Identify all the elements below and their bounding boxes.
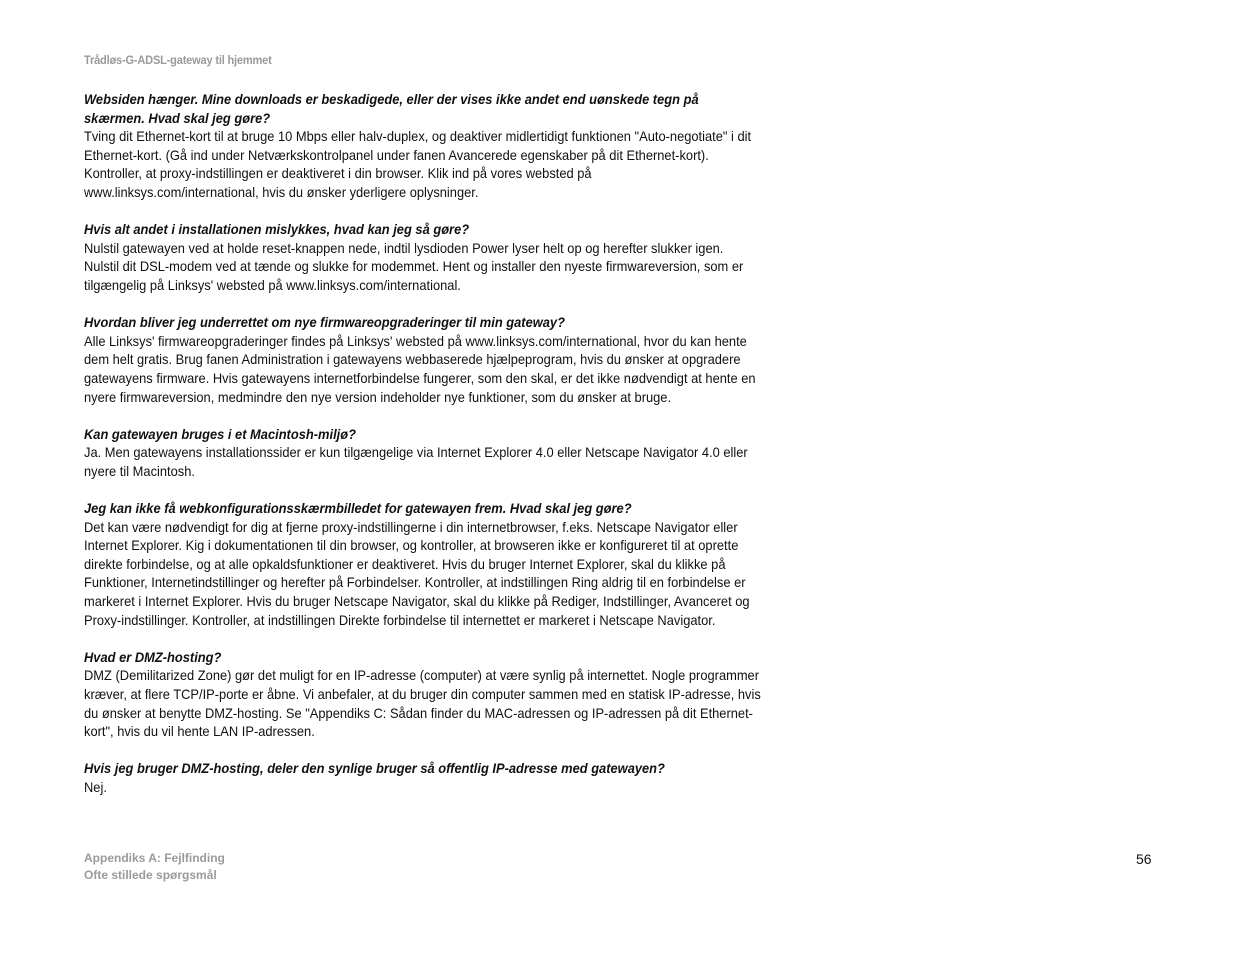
faq-item [84, 90, 761, 202]
faq-answer: Tving dit Ethernet-kort til at bruge 10 Mbps eller halv-duplex, og deaktiver midlertidigt funktionen "Auto-negotiate" i dit Ethernet-kort. (Gå ind under Netværkskontrolpanel under fanen Avancerede egenskaber på dit Ethernet-kort). Kontroller, at proxy-indstillingen er deaktiveret i din browser. Klik ind på vores websted på www.linksys.com/international, hvis du ønsker yderligere oplysninger. [84, 128, 752, 200]
faq-answer: Nulstil gatewayen ved at holde reset-knappen nede, indtil lysdioden Power lyser helt op og herefter slukker igen. Nulstil dit DSL-modem ved at tænde og slukke for modemmet. Hent og installer den nyeste firmwareversion, som er tilgængelig på Linksys' websted på www.linksys.com/international. [84, 239, 744, 293]
faq-answer: DMZ (Demilitarized Zone) gør det muligt for en IP-adresse (computer) at være synlig på internettet. Nogle programmer kræver, at flere TCP/IP-porte er åbne. Vi anbefaler, at du bruger din computer sammen med en statisk IP-adresse, hvis du ønsker at benytte DMZ-hosting. Se "Appendiks C: Sådan finder du MAC-adressen og IP-adressen på dit Ethernet-kort", hvis du vil hente LAN IP-adressen. [84, 667, 761, 740]
faq-answer: Det kan være nødvendigt for dig at fjerne proxy-indstillingerne i din internetbrowser, f.eks. Netscape Navigator eller Internet Explorer. Kig i dokumentationen til din browser, og kontroller, at browseren ikke er konfigureret til at oprette direkte forbindelse, og at alle opkaldsfunktioner er deaktiveret. Hvis du bruger Internet Explorer, skal du klikke på Funktioner, Internetindstillinger og herefter på Forbindelser. Kontroller, at indstillingen Ring aldrig til en forbindelse er markeret i Internet Explorer. Hvis du bruger Netscape Navigator, skal du klikke på Rediger, Indstillinger, Avanceret og Proxy-indstillinger. Kontroller, at indstillingen Direkte forbindelse til internettet er markeret i Netscape Navigator. [84, 518, 750, 628]
faq-question: Kan gatewayen bruges i et Macintosh-miljø? [84, 425, 356, 442]
running-header: Trådløs-G-ADSL-gateway til hjemmet [84, 53, 272, 67]
faq-item [84, 313, 761, 406]
faq-question: Hvad er DMZ-hosting? [84, 648, 222, 665]
faq-content [84, 90, 761, 815]
faq-item [84, 648, 761, 741]
faq-answer: Nej. [84, 778, 107, 795]
faq-item [84, 499, 761, 629]
footer-section: Ofte stillede spørgsmål [84, 867, 217, 882]
faq-question: Hvordan bliver jeg underrettet om nye firmwareopgraderinger til min gateway? [84, 314, 565, 331]
faq-item [84, 220, 761, 294]
faq-answer: Alle Linksys' firmwareopgraderinger findes på Linksys' websted på www.linksys.com/international, hvor du kan hente dem helt gratis. Brug fanen Administration i gatewayens webbaserede hjælpeprogram, hvis du ønsker at opgradere gatewayens firmware. Hvis gatewayens internetforbindelse fungerer, som den skal, er det ikke nødvendigt at hente en nyere firmwareversion, medmindre den nye version indeholder nye funktioner, som du ønsker at bruge. [84, 332, 756, 405]
page-number: 56 [1136, 851, 1152, 867]
faq-question: Jeg kan ikke få webkonfigurationsskærmbilledet for gatewayen frem. Hvad skal jeg gøre? [84, 500, 632, 517]
faq-question: Hvis alt andet i installationen mislykkes, hvad kan jeg så gøre? [84, 221, 470, 238]
faq-answer: Ja. Men gatewayens installationssider er kun tilgængelige via Internet Explorer 4.0 eller Netscape Navigator 4.0 eller nyere til Macintosh. [84, 444, 748, 479]
footer-chapter: Appendiks A: Fejlfinding [84, 851, 225, 865]
faq-question: Hvis jeg bruger DMZ-hosting, deler den synlige bruger så offentlig IP-adresse med gatewayen? [84, 760, 665, 777]
running-footer [84, 850, 225, 883]
faq-question: Websiden hænger. Mine downloads er beskadigede, eller der vises ikke andet end uønskede tegn på skærmen. Hvad skal jeg gøre? [84, 91, 699, 126]
faq-item [84, 425, 761, 481]
faq-item [84, 759, 761, 796]
